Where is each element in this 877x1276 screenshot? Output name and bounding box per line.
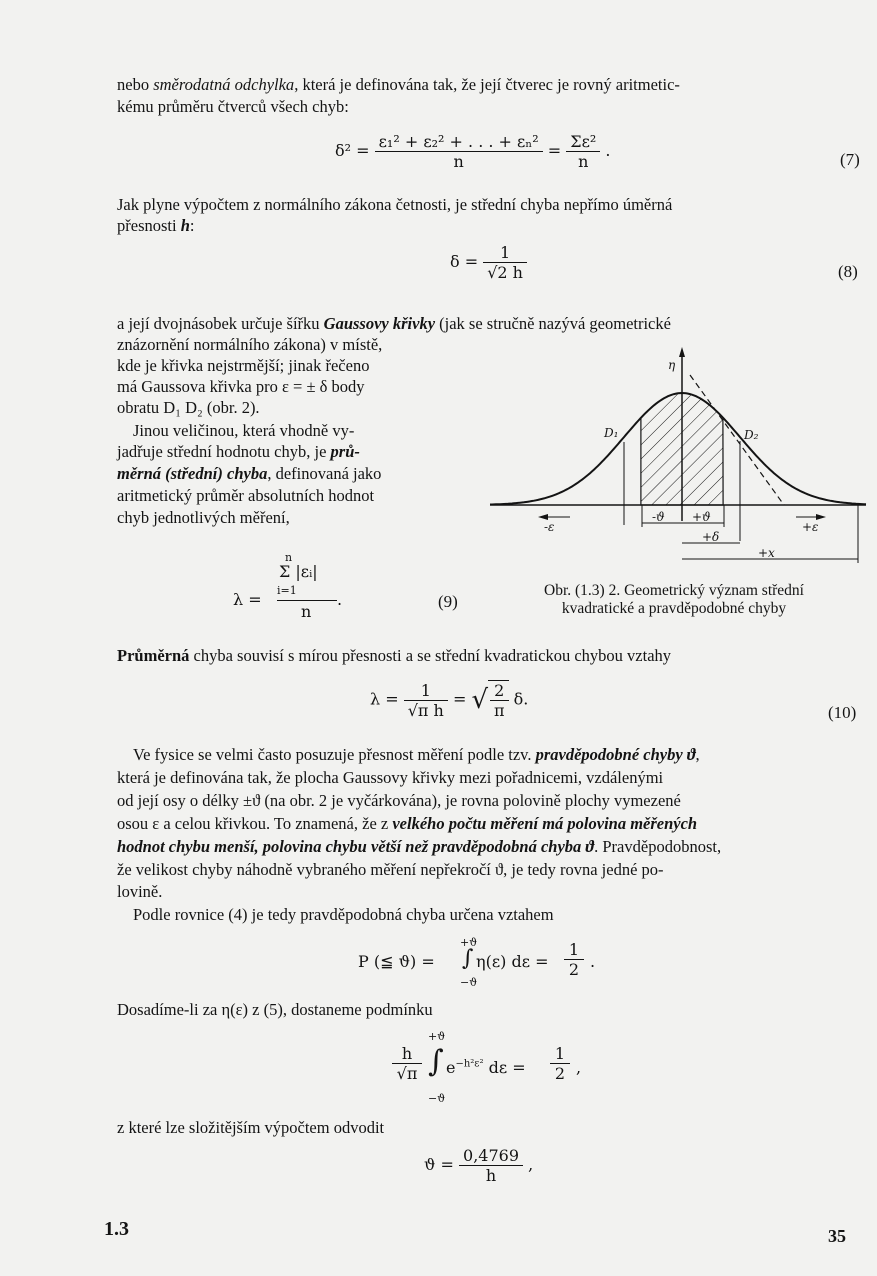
- gauss-figure: [486, 345, 870, 567]
- text-line: od její osy o délky ±ϑ (na obr. 2 je vyčárkována), je rovna polovině plochy vymezené: [117, 791, 681, 810]
- text-line: má Gaussova křivka pro ε = ± δ body: [117, 377, 365, 396]
- text-line: Ve fysice se velmi často posuzuje přesnost měření podle tzv. pravděpodobné chyby ϑ,: [133, 745, 700, 764]
- eta-axis-arrow: [679, 347, 685, 357]
- text-line: hodnot chybu menší, polovina chybu větší než pravděpodobná chyba ϑ. Pravděpodobnost,: [117, 837, 722, 856]
- text-line: nebo směrodatná odchylka, která je definována tak, že její čtverec je rovný aritmetic-: [117, 75, 680, 94]
- text-line: obratu D₁ D₂ (obr. 2).: [117, 398, 260, 417]
- d1-label: D₁: [604, 426, 619, 440]
- equation-10: λ = $\frac{1}{\text{√π h}}$ = √ $\frac{2}{\pi}$ δ.: [370, 680, 529, 720]
- figure-caption: Obr. (1.3) 2. Geometrický význam střední kvadratické a pravděpodobné chyby: [544, 582, 804, 617]
- text-line: Dosadíme-li za η(ε) z (5), dostaneme podmínku: [117, 1000, 433, 1019]
- text-line: Podle rovnice (4) je tedy pravděpodobná chyba určena vztahem: [133, 905, 554, 924]
- text-line: chyb jednotlivých měření,: [117, 508, 290, 527]
- text-line: kému průměru čtverců všech chyb:: [117, 97, 349, 116]
- minus-theta-label: -ϑ: [652, 510, 665, 524]
- text-line: znázornění normálního zákona) v místě,: [117, 335, 383, 354]
- d2-label: D₂: [744, 428, 759, 442]
- equation-number: (7): [840, 150, 860, 169]
- section-number: 1.3: [104, 1218, 129, 1240]
- equation-theta: ϑ = $\frac{0,4769}{h}$ ,: [424, 1146, 534, 1185]
- plus-x-label: +x: [758, 546, 775, 560]
- text-line: z které lze složitějším výpočtem odvodit: [117, 1118, 385, 1137]
- text-line: lovině.: [117, 882, 163, 901]
- text-line: jadřuje střední hodnotu chyb, je prů-: [117, 442, 360, 461]
- text-line: přesnosti h:: [117, 216, 195, 235]
- text-line: Jinou veličinou, která vhodně vy-: [133, 421, 355, 440]
- plus-delta-label: +δ: [702, 530, 720, 544]
- eta-label: η: [668, 358, 676, 372]
- text-line: že velikost chyby náhodně vybraného měření nepřekročí ϑ, je tedy rovna jedné po-: [117, 860, 664, 879]
- text-line: kde je křivka nejstrmější; jinak řečeno: [117, 356, 370, 375]
- plus-theta-label: +ϑ: [692, 510, 711, 524]
- equation-number: (9): [438, 592, 458, 611]
- text-line: osou ε a celou křivkou. To znamená, že z velkého počtu měření má polovina měřených: [117, 814, 698, 833]
- equation-8: δ = $\frac{1}{√2 h}$: [450, 243, 527, 282]
- text-line: aritmetický průměr absolutních hodnot: [117, 486, 375, 505]
- minus-eps-label: -ε: [544, 520, 555, 534]
- text-line: která je definována tak, že plocha Gaussovy křivky mezi pořadnicemi, vzdálenými: [117, 768, 664, 787]
- text-line: Průměrná chyba souvisí s mírou přesnosti a se střední kvadratickou chybou vztahy: [117, 646, 672, 665]
- equation-7: δ² = $\frac{\text{ε₁² + ε₂² + . . . + εₙ²}}{n}$ = $\frac{\text{Σε²}}{n}$ .: [335, 132, 611, 171]
- text-line: a její dvojnásobek určuje šířku Gaussovy křivky (jak se stručně nazývá geometrické: [117, 314, 671, 333]
- equation-number: (10): [828, 703, 857, 722]
- page-number: 35: [828, 1226, 846, 1246]
- text-line: Jak plyne výpočtem z normálního zákona četnosti, je střední chyba nepřímo úměrná: [117, 195, 673, 214]
- equation-number: (8): [838, 262, 858, 281]
- text-line: měrná (střední) chyba, definovaná jako: [117, 464, 382, 483]
- plus-eps-label: +ε: [802, 520, 819, 534]
